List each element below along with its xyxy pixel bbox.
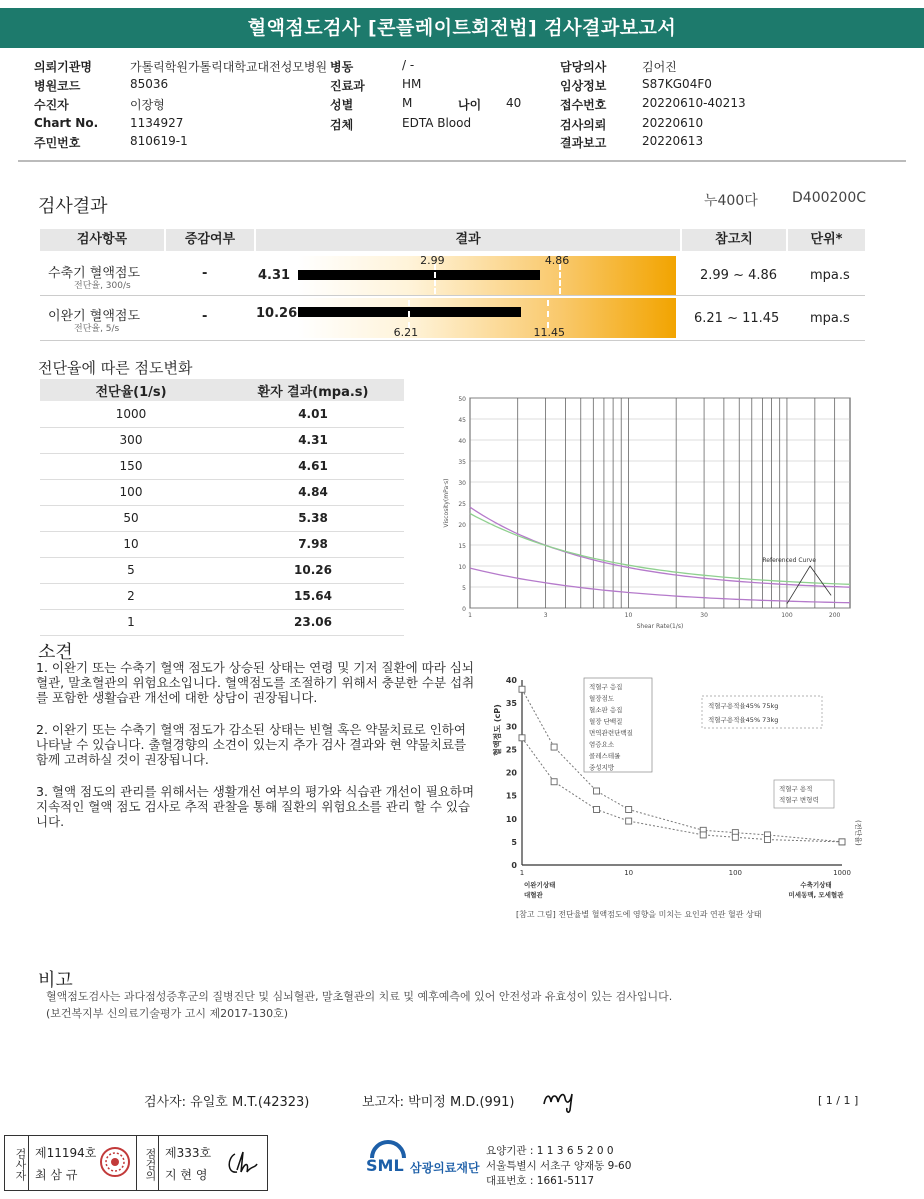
graph1-ytick: 30 [458,480,466,487]
table-row [40,505,404,531]
row1-value: 4.31 [258,268,291,283]
license2: 제333호 [165,1146,212,1160]
row2-value: 10.26 [256,306,298,321]
factor-graph [492,668,872,938]
shear-result-cell: 4.84 [222,479,404,505]
graph2-left-label: 대혈관 [524,891,543,899]
name1: 최 삼 규 [35,1168,78,1182]
ward-value: / - [402,58,415,72]
table-row [40,583,404,609]
org-name: 삼광의료재단 [410,1161,480,1175]
graph1-xtick: 1 [468,612,472,619]
dept-label: 진료과 [330,79,365,93]
name2: 지 현 영 [165,1168,208,1182]
reporter-signature: 보고자: 박미정 M.D.(991) [362,1095,515,1110]
request-label: 검사의뢰 [560,118,607,132]
graph2-point [519,735,525,741]
graph2-ylabel: 혈액점도 (cP) [493,704,502,756]
shear-rate-cell: 300 [40,427,222,453]
graph2-xtick: 100 [728,869,743,877]
header-item: 검사항목 [40,229,164,251]
graph2-point [594,807,600,813]
receipt-label: 접수번호 [560,98,607,112]
table-row [40,453,404,479]
graph2-caption: [참고 그림] 전단율별 혈액점도에 영향을 미치는 요인과 연관 혈관 상태 [516,910,762,919]
row1-high-label: 4.86 [544,254,570,267]
row2-low-label: 6.21 [393,326,419,339]
patient-label: 수진자 [34,98,69,112]
doctor-value: 김어진 [642,60,677,74]
examiner-signature: 검사자: 유일호 M.T.(42323) [144,1095,310,1110]
shear-title: 전단율에 따른 점도변화 [38,359,193,377]
license1: 제11194호 [35,1146,97,1160]
clinical-label: 임상정보 [560,79,607,93]
graph2-right-label: 미세동맥, 모세혈관 [788,891,844,899]
graph2-left-label: 이완기상태 [524,881,556,889]
graph2-ytick: 30 [505,722,517,732]
shear-rate-cell: 5 [40,557,222,583]
institution-row: 의뢰기관명 [34,60,92,74]
graph2-factor2: 적혈구 변형력 [779,796,819,804]
results-title: 검사결과 [38,196,108,217]
graph2-point [839,839,845,845]
age-value: 40 [506,96,522,110]
clinical-value: S87KG04F0 [642,77,712,91]
graph1-ylabel: Viscosity(mPa·s) [443,478,450,528]
table-row [40,557,404,583]
graph1-xtick: 100 [781,612,793,619]
graph2-ytick: 5 [511,837,517,847]
hospital-code-value: 85036 [130,77,169,91]
age-label: 나이 [458,98,482,112]
graph2-point [764,837,770,843]
graph2-ytick: 20 [505,768,517,778]
graph2-xtick: 1000 [833,869,851,877]
opinion-item: 1. 이완기 또는 수축기 혈액 점도가 상승된 상태는 연령 및 기저 질환에 따라 심뇌혈관, 말초혈관의 위험요소입니다. 혈액점도를 조절하기 위해서 충분한 수분 섭취를 포함한 생활습관 개선에 대한 상담이 권장됩니다. [36,660,475,705]
viscosity-graph [440,388,860,633]
shear-result-cell: 4.01 [222,401,404,427]
chart-value: 1134927 [130,116,184,130]
chart-label: Chart No. [34,116,99,130]
graph1-ytick: 5 [462,585,466,592]
graph2-legend1: 적혈구용적율45% 75kg [708,702,779,710]
table-row [40,609,404,635]
graph2-ytick: 40 [505,676,517,685]
graph2-point [700,832,706,838]
table-row [40,531,404,557]
table-row [40,427,404,453]
reporter-sign-mark-icon [540,1080,586,1114]
shear-rate-cell: 150 [40,453,222,479]
row1-high-marker [559,264,561,294]
shear-result-cell: 15.64 [222,583,404,609]
doctor-label: 담당의사 [560,60,607,74]
graph2-ytick: 0 [511,861,517,870]
specimen-value: EDTA Blood [402,116,472,130]
graph2-factor: 혈장점도 [589,694,615,703]
row2-low-marker [408,300,410,328]
graph2-xtick: 1 [519,869,525,877]
graph2-factor: 중성지방 [589,763,615,772]
sex-label: 성별 [330,98,354,112]
reviewer-box [159,1136,267,1190]
table-row [40,401,404,427]
graph1-xlabel: Shear Rate(1/s) [636,623,684,630]
receipt-value: 20220610-40213 [642,96,746,110]
remarks-line2: (보건복지부 신의료기술평가 고시 제2017-130호) [46,1007,289,1020]
graph2-point [732,834,738,840]
sml-logo-text: SML [366,1156,404,1175]
graph1-legend: Referenced Curve [762,556,817,564]
seal-icon [99,1146,131,1178]
report-date-label: 결과보고 [560,136,607,150]
ward-label: 병동 [330,60,354,74]
graph2-ytick: 10 [505,814,517,824]
header-divider [18,160,906,162]
reviewer-box-label: 점검의 [137,1136,159,1190]
graph1-xtick: 30 [700,612,708,619]
graph1-ytick: 20 [458,522,466,529]
graph1-ytick: 40 [458,438,466,445]
header-ref: 참고치 [682,229,786,251]
institution-value: 가톨릭학원가톨릭대학교대전성모병원 [130,60,328,74]
header-unit: 단위* [788,229,865,251]
row2-high-marker [547,300,549,328]
code2: D400200C [792,190,866,206]
dept-value: HM [402,77,422,91]
graph1-xtick: 3 [543,612,548,619]
resident-value: 810619-1 [130,134,188,148]
report-date-value: 20220613 [642,134,704,148]
graph2-factor2: 적혈구 용적 [779,785,813,793]
opinion-title: 소견 [38,642,73,663]
patient-value: 이장형 [130,98,165,112]
specimen-label: 검체 [330,118,354,132]
graph2-right-axis: (전단율) [854,820,862,846]
graph2-xtick: 10 [624,869,634,877]
report-title: 혈액점도검사 [콘플레이트회전법] 검사결과보고서 [0,8,924,48]
graph2-ytick: 15 [505,791,517,801]
hospital-code-label: 병원코드 [34,79,81,93]
graph1-ytick: 45 [458,417,466,424]
graph2-factor: 혈장 단백질 [589,717,623,726]
row1-ref: 2.99 ~ 4.86 [700,268,778,283]
row-separator [40,295,865,296]
graph2-factor: 염증요소 [589,740,615,749]
row1-low-label: 2.99 [420,254,445,267]
row2-high-label: 11.45 [533,326,565,339]
row1-low-marker [434,264,436,294]
opinion-item: 3. 혈액 점도의 관리를 위해서는 생활개선 여부의 평가와 식습관 개선이 필요하며 지속적인 혈액 점도 검사로 추적 관찰을 통해 질환의 위험요소를 관리 할 수 있습니다. [36,784,475,829]
shear-rate-cell: 100 [40,479,222,505]
row2-bar [298,298,676,338]
graph1-ytick: 50 [458,396,466,403]
remarks-title: 비고 [38,970,73,991]
signer-box [4,1135,268,1191]
table-row [40,479,404,505]
sex-value: M [402,96,413,110]
page-number: [ 1 / 1 ] [818,1094,859,1107]
row2-name: 이완기 혈액점도 [48,309,141,324]
graph1-ytick: 25 [458,501,466,508]
shear-result-cell: 4.31 [222,427,404,453]
shear-result-cell: 10.26 [222,557,404,583]
graph2-right-label: 수축기상태 [800,881,832,889]
request-value: 20220610 [642,116,704,130]
graph2-point [551,744,557,750]
signature-icon [225,1148,261,1178]
shear-result-cell: 4.61 [222,453,404,479]
row2-ref: 6.21 ~ 11.45 [694,311,780,326]
header-result: 결과 [256,229,680,251]
graph1-ytick: 15 [458,543,466,550]
row-separator [40,340,865,341]
org-address: 서울특별시 서초구 양재동 9-60 [486,1160,632,1172]
graph1-ytick: 10 [458,564,466,571]
graph2-point [626,818,632,824]
graph2-point [551,779,557,785]
row1-change: - [202,266,208,281]
graph2-legend2: 적혈구용적율45% 73kg [708,716,779,724]
graph2-factor: 면역관련단백질 [589,729,633,737]
row2-sub: 전단율, 5/s [74,324,120,334]
resident-label: 주민번호 [34,136,81,150]
row2-unit: mpa.s [810,311,850,326]
row1-bar-fill [298,270,540,280]
graph1-xtick: 200 [828,612,841,619]
shear-rate-cell: 2 [40,583,222,609]
shear-rate-cell: 1 [40,609,222,635]
shear-header-rate: 전단율(1/s) [40,379,222,401]
header-change: 증감여부 [166,229,254,251]
shear-rate-cell: 50 [40,505,222,531]
remarks-line1: 혈액점도검사는 과다점성증후군의 질병진단 및 심뇌혈관, 말초혈관의 치료 및 예후예측에 있어 안전성과 유효성이 있는 검사입니다. [46,990,673,1003]
shear-result-cell: 5.38 [222,505,404,531]
row1-name: 수축기 혈액점도 [48,266,141,281]
examiner-box [29,1136,137,1190]
graph1-ytick: 0 [462,606,466,613]
shear-rate-cell: 10 [40,531,222,557]
row2-change: - [202,309,208,324]
graph2-factor: 적혈구 응집 [589,683,623,691]
examiner-box-label: 검사자 [5,1136,29,1190]
graph2-point [626,807,632,813]
graph1-xtick: 10 [624,612,633,619]
opinion-item: 2. 이완기 또는 수축기 혈액 점도가 감소된 상태는 빈혈 혹은 약물치료로 인하여 나타날 수 있습니다. 출혈경향의 소견이 있는지 추가 검사 결과와 현 약물치료를 함께 고려하실 것이 권장됩니다. [36,722,467,767]
graph2-factor: 콜레스테롤 [589,752,621,760]
org-phone: 대표번호 : 1661-5117 [486,1175,595,1187]
row1-sub: 전단율, 300/s [74,281,131,291]
graph2-ytick: 35 [505,699,517,709]
shear-result-cell: 23.06 [222,609,404,635]
code1: 누400다 [704,193,758,209]
graph2-ytick: 25 [505,745,517,755]
opinion-list [36,660,476,846]
graph2-factor: 혈소판 응집 [589,706,623,714]
shear-result-cell: 7.98 [222,531,404,557]
shear-header-result: 환자 결과(mpa.s) [222,379,404,401]
row1-unit: mpa.s [810,268,850,283]
shear-table [40,379,404,636]
org-code: 요양기관 : 1 1 3 6 5 2 0 0 [486,1145,614,1157]
graph2-point [519,686,525,692]
graph1-ytick: 35 [458,459,466,466]
shear-rate-cell: 1000 [40,401,222,427]
graph2-point [594,788,600,794]
